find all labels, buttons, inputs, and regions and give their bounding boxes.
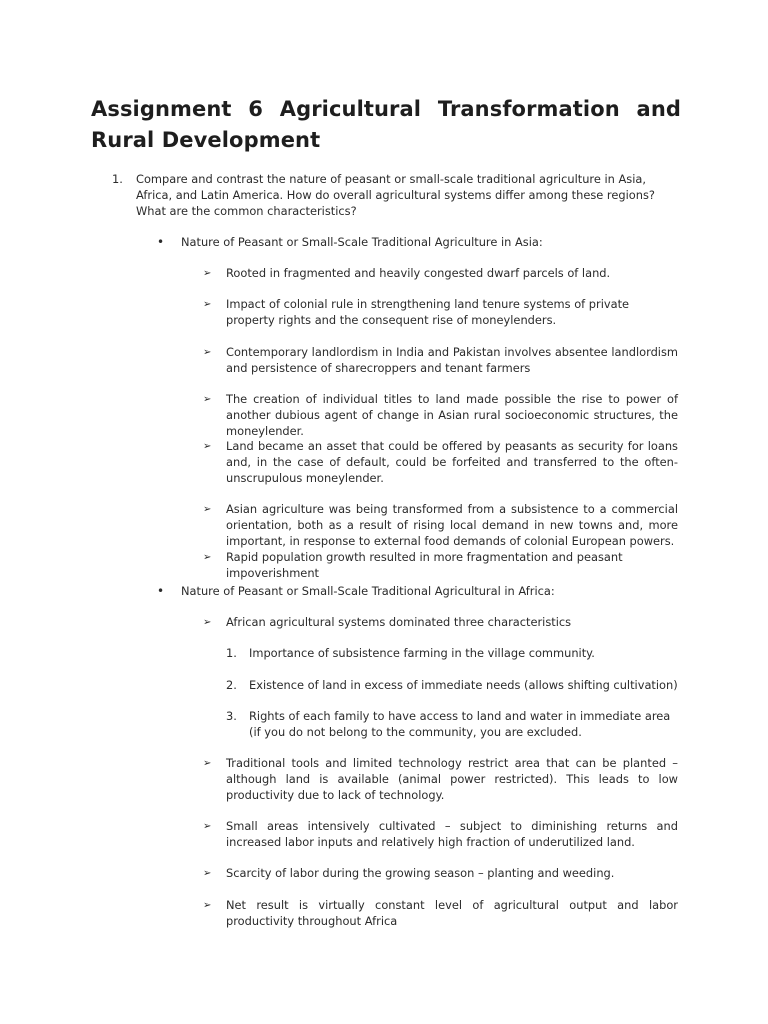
bullet-icon: • xyxy=(157,584,165,598)
characteristic-number: 1. xyxy=(226,646,237,660)
asia-point: The creation of individual titles to land made possible the rise to power of another dubious agent of change in Asian rural socioeconomic structures, the moneylender. xyxy=(226,392,678,438)
characteristic-text: Existence of land in excess of immediate needs (allows shifting cultivation) xyxy=(249,678,678,692)
bullet-icon: • xyxy=(157,235,165,249)
arrow-bullet-icon: ➢ xyxy=(203,617,212,628)
asia-point: Rooted in fragmented and heavily congested dwarf parcels of land. xyxy=(226,266,611,280)
arrow-bullet-icon: ➢ xyxy=(203,821,212,832)
document-title: Assignment 6 Agricultural Transformation and Rural Development xyxy=(91,97,681,152)
africa-point: Small areas intensively cultivated – subject to diminishing returns and increased labor inputs and relatively high fraction of underutilized land. xyxy=(226,819,678,849)
asia-point: Contemporary landlordism in India and Pakistan involves absentee landlordism and persistence of sharecroppers and tenant farmers xyxy=(226,345,678,375)
question-text: Compare and contrast the nature of peasant or small-scale traditional agriculture in Asia, Africa, and Latin America. How do overall agricultural systems differ among these regions? What are the common characteristics? xyxy=(136,172,655,218)
characteristic-number: 2. xyxy=(226,678,237,692)
characteristic-text: Importance of subsistence farming in the village community. xyxy=(249,646,595,660)
arrow-bullet-icon: ➢ xyxy=(203,268,212,279)
africa-point: Net result is virtually constant level of agricultural output and labor productivity throughout Africa xyxy=(226,898,678,928)
arrow-bullet-icon: ➢ xyxy=(203,552,212,563)
arrow-bullet-icon: ➢ xyxy=(203,758,212,769)
question-number: 1. xyxy=(112,172,123,186)
asia-heading: Nature of Peasant or Small-Scale Traditional Agriculture in Asia: xyxy=(181,235,543,249)
africa-point: Scarcity of labor during the growing season – planting and weeding. xyxy=(226,866,615,880)
asia-point: Impact of colonial rule in strengthening land tenure systems of private property rights and the consequent rise of moneylenders. xyxy=(226,297,630,327)
arrow-bullet-icon: ➢ xyxy=(203,504,212,515)
arrow-bullet-icon: ➢ xyxy=(203,299,212,310)
characteristic-text: Rights of each family to have access to land and water in immediate area (if you do not belong to the community, you are excluded. xyxy=(249,709,671,739)
asia-point: Asian agriculture was being transformed from a subsistence to a commercial orientation, both as a result of rising local demand in new towns and, more important, in response to external food demands of colonial European powers. xyxy=(226,502,678,548)
arrow-bullet-icon: ➢ xyxy=(203,868,212,879)
arrow-bullet-icon: ➢ xyxy=(203,900,212,911)
arrow-bullet-icon: ➢ xyxy=(203,347,212,358)
arrow-bullet-icon: ➢ xyxy=(203,394,212,405)
africa-point: Traditional tools and limited technology restrict area that can be planted – although land is available (animal power restricted). This leads to low productivity due to lack of technology. xyxy=(226,756,678,802)
africa-heading: Nature of Peasant or Small-Scale Traditional Agricultural in Africa: xyxy=(181,584,555,598)
arrow-bullet-icon: ➢ xyxy=(203,441,212,452)
africa-point: African agricultural systems dominated three characteristics xyxy=(226,615,572,629)
asia-point: Land became an asset that could be offered by peasants as security for loans and, in the case of default, could be forfeited and transferred to the often-unscrupulous moneylender. xyxy=(226,439,678,485)
characteristic-number: 3. xyxy=(226,709,237,723)
asia-point: Rapid population growth resulted in more fragmentation and peasant impoverishment xyxy=(226,550,623,580)
